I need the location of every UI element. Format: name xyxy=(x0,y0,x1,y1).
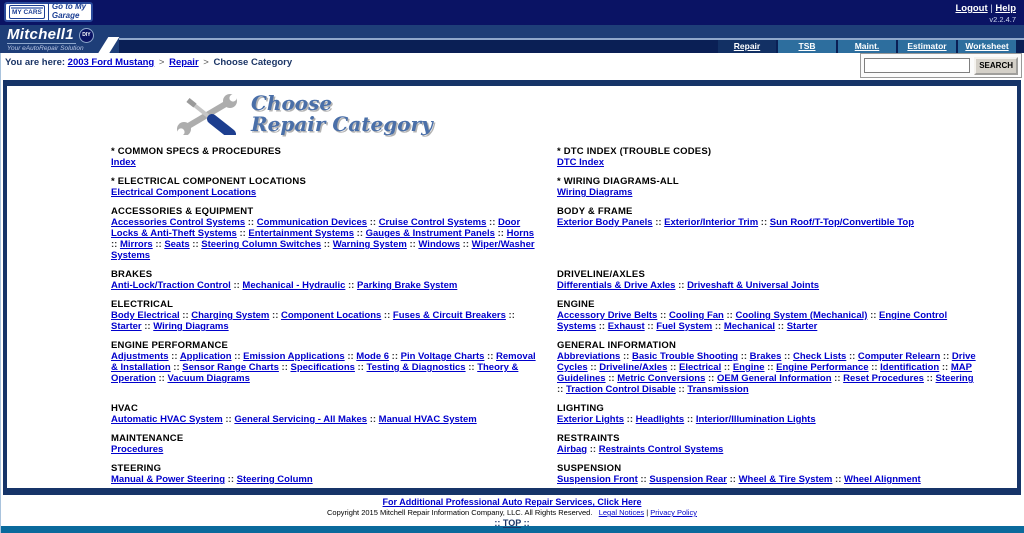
additional-services-link[interactable]: For Additional Professional Auto Repair Services, Click Here xyxy=(382,497,642,507)
category-links xyxy=(557,157,977,168)
link-separator: :: xyxy=(675,280,688,291)
category-heading: HVAC xyxy=(111,403,139,414)
privacy-policy-link[interactable]: Privacy Policy xyxy=(650,508,697,517)
tab-maint[interactable]: Maint. xyxy=(838,40,896,53)
link-separator: :: xyxy=(596,321,608,332)
link-separator: :: xyxy=(781,351,793,362)
category-link[interactable]: Adjustments xyxy=(111,351,169,362)
category-heading: RESTRAINTS xyxy=(557,433,620,444)
category-cell xyxy=(557,269,977,291)
breadcrumb-vehicle-link[interactable]: 2003 Ford Mustang xyxy=(67,57,155,68)
category-link[interactable]: Automatic HVAC System xyxy=(111,414,223,425)
garage-button-label: Go to My Garage xyxy=(48,3,88,21)
category-heading: SUSPENSION xyxy=(557,463,622,474)
search-button[interactable]: SEARCH xyxy=(974,57,1018,75)
session-links xyxy=(955,3,1016,24)
category-link[interactable]: Starter xyxy=(786,321,818,332)
category-heading: ELECTRICAL xyxy=(111,299,174,310)
category-links xyxy=(557,474,977,485)
footer-links-divider: | xyxy=(646,508,649,517)
category-cell xyxy=(557,146,977,168)
category-link[interactable]: Cooling Fan xyxy=(668,310,724,321)
breadcrumb-label: You are here: xyxy=(5,57,66,68)
category-link[interactable]: Suspension Front xyxy=(557,474,638,485)
category-links xyxy=(111,187,536,198)
main-content xyxy=(3,80,1021,495)
category-link[interactable]: Suspension Rear xyxy=(649,474,727,485)
category-cell xyxy=(111,146,536,168)
page-title-block xyxy=(175,92,1017,136)
link-separator: :: xyxy=(155,373,168,384)
link-separator: :: xyxy=(278,362,291,373)
link-separator: :: xyxy=(637,474,650,485)
category-link[interactable]: Fuel System xyxy=(656,321,713,332)
link-separator: :: xyxy=(189,239,202,250)
link-separator: :: xyxy=(775,321,787,332)
link-separator: :: xyxy=(460,239,472,250)
category-link[interactable]: Reset Procedures xyxy=(843,373,924,384)
tab-tsb[interactable]: TSB xyxy=(778,40,836,53)
link-separator: :: xyxy=(667,362,679,373)
breadcrumb-current: Choose Category xyxy=(213,57,293,68)
category-link[interactable]: Procedures xyxy=(111,444,164,455)
category-link[interactable]: Differentials & Drive Axles xyxy=(557,280,676,291)
link-separator: :: xyxy=(758,217,770,228)
category-link[interactable]: Parking Brake System xyxy=(356,280,458,291)
category-link[interactable]: Engine xyxy=(732,362,765,373)
link-separator: :: xyxy=(111,239,120,250)
link-separator: :: xyxy=(381,310,393,321)
link-separator: :: xyxy=(484,351,497,362)
link-separator: :: xyxy=(939,362,951,373)
link-separator: :: xyxy=(245,217,257,228)
link-separator: :: xyxy=(620,351,632,362)
category-cell xyxy=(111,340,536,395)
category-link[interactable]: Mode 6 xyxy=(356,351,390,362)
category-heading: * COMMON SPECS & PROCEDURES xyxy=(111,146,282,157)
category-link[interactable]: Wiring Diagrams xyxy=(557,187,633,198)
category-link[interactable]: Entertainment Systems xyxy=(248,228,355,239)
copyright-text: Copyright 2015 Mitchell Repair Information Company, LLC. All Rights Reserved. xyxy=(327,508,593,517)
category-heading: * WIRING DIAGRAMS-ALL xyxy=(557,176,679,187)
link-separator: :: xyxy=(644,321,657,332)
category-links xyxy=(111,310,536,332)
link-separator: :: xyxy=(141,321,154,332)
link-separator: :: xyxy=(389,351,401,362)
category-heading: * ELECTRICAL COMPONENT LOCATIONS xyxy=(111,176,306,187)
category-link[interactable]: Seats xyxy=(164,239,190,250)
category-link[interactable]: Exhaust xyxy=(607,321,645,332)
category-link[interactable]: General Servicing - All Makes xyxy=(234,414,368,425)
category-link[interactable]: Communication Devices xyxy=(256,217,368,228)
link-separator: :: xyxy=(345,280,357,291)
link-separator: :: xyxy=(367,414,379,425)
legal-notices-link[interactable]: Legal Notices xyxy=(598,508,645,517)
link-separator: :: xyxy=(846,351,858,362)
category-link[interactable]: Driveline/Axles xyxy=(599,362,668,373)
category-link[interactable]: Mechanical - Hydraulic xyxy=(242,280,346,291)
category-link[interactable]: Metric Conversions xyxy=(617,373,706,384)
category-link[interactable]: Interior/Illumination Lights xyxy=(695,414,816,425)
category-link[interactable]: Door Locks & Anti-Theft Systems xyxy=(111,217,521,239)
category-link[interactable]: Driveshaft & Universal Joints xyxy=(687,280,820,291)
link-separator: :: xyxy=(225,474,237,485)
tab-worksheet[interactable]: Worksheet xyxy=(958,40,1016,53)
category-link[interactable]: Theory & Operation xyxy=(111,362,519,384)
tab-estimator[interactable]: Estimator xyxy=(898,40,956,53)
category-heading: MAINTENANCE xyxy=(111,433,184,444)
category-link[interactable]: Exterior/Interior Trim xyxy=(664,217,759,228)
link-separator: :: xyxy=(557,384,566,395)
footer xyxy=(0,495,1024,526)
category-link[interactable]: Engine Control Systems xyxy=(557,310,948,332)
category-link[interactable]: Cruise Control Systems xyxy=(378,217,487,228)
link-separator: :: xyxy=(587,362,600,373)
category-link[interactable]: Emission Applications xyxy=(243,351,345,362)
category-links xyxy=(111,351,536,384)
category-link[interactable]: Vacuum Diagrams xyxy=(167,373,250,384)
window-edge-line xyxy=(0,53,1,533)
link-separator: :: xyxy=(867,310,880,321)
tab-strip xyxy=(119,38,1024,53)
link-separator: :: xyxy=(705,373,717,384)
page-title: Choose Repair Category xyxy=(251,91,433,136)
link-separator: :: xyxy=(940,351,952,362)
version-label: v2.2.4.7 xyxy=(989,15,1016,24)
link-separator: :: xyxy=(684,414,696,425)
category-link[interactable]: Accessories Control Systems xyxy=(111,217,246,228)
category-link[interactable]: Brakes xyxy=(749,351,782,362)
category-heading: ENGINE xyxy=(557,299,595,310)
category-link[interactable]: Wheel & Tire System xyxy=(738,474,833,485)
link-separator: :: xyxy=(726,474,739,485)
link-separator: :: xyxy=(170,362,183,373)
link-separator: :: xyxy=(657,310,669,321)
link-separator: :: xyxy=(675,384,688,395)
link-separator: :: xyxy=(494,228,507,239)
category-cell xyxy=(557,340,977,395)
category-cell xyxy=(557,176,977,198)
category-heading: LIGHTING xyxy=(557,403,604,414)
category-link[interactable]: Restraints Control Systems xyxy=(598,444,724,455)
category-links xyxy=(557,310,977,332)
category-link[interactable]: Index xyxy=(111,157,136,168)
category-link[interactable]: Anti-Lock/Traction Control xyxy=(111,280,231,291)
category-link[interactable]: Sun Roof/T-Top/Convertible Top xyxy=(769,217,915,228)
category-heading: ENGINE PERFORMANCE xyxy=(111,340,229,351)
category-link[interactable]: Mirrors xyxy=(119,239,153,250)
logo-wordmark: Mitchell1 xyxy=(7,26,74,43)
category-link[interactable]: Airbag xyxy=(557,444,588,455)
category-link[interactable]: Windows xyxy=(418,239,461,250)
category-link[interactable]: Body Electrical xyxy=(111,310,180,321)
category-link[interactable]: OEM General Information xyxy=(716,373,832,384)
diy-badge-icon: DIY xyxy=(79,28,94,43)
link-separator: :: xyxy=(923,373,936,384)
link-separator: :: xyxy=(367,217,379,228)
category-heading: STEERING xyxy=(111,463,162,474)
category-link[interactable]: Testing & Diagnostics xyxy=(366,362,466,373)
category-link[interactable]: Engine Performance xyxy=(776,362,869,373)
link-separator: :: xyxy=(587,444,599,455)
link-separator: :: xyxy=(505,310,515,321)
category-link[interactable]: Manual HVAC System xyxy=(378,414,477,425)
category-grid xyxy=(7,138,1017,495)
logo-tagline: Your eAutoRepair Solution xyxy=(7,45,84,52)
category-link[interactable]: Charging System xyxy=(191,310,270,321)
link-separator: :: xyxy=(624,414,636,425)
category-link[interactable]: Identification xyxy=(880,362,940,373)
tab-strip-slash xyxy=(98,37,120,54)
category-cell xyxy=(111,463,536,485)
category-heading: GENERAL INFORMATION xyxy=(557,340,677,351)
category-cell xyxy=(111,176,536,198)
category-link[interactable]: Warning System xyxy=(332,239,407,250)
category-link[interactable]: Component Locations xyxy=(281,310,382,321)
search-input[interactable] xyxy=(864,58,970,73)
breadcrumb-repair-link[interactable]: Repair xyxy=(169,57,199,68)
category-link[interactable]: Electrical Component Locations xyxy=(111,187,257,198)
category-cell xyxy=(557,433,977,455)
category-cell xyxy=(111,206,536,261)
link-separator: :: xyxy=(230,280,243,291)
category-link[interactable]: Check Lists xyxy=(792,351,847,362)
help-link[interactable]: Help xyxy=(995,3,1016,14)
category-link[interactable]: Transmission xyxy=(687,384,749,395)
link-separator: :: xyxy=(723,310,736,321)
category-links xyxy=(557,414,977,425)
category-links xyxy=(111,414,536,425)
link-separator: :: xyxy=(152,239,165,250)
link-separator: :: xyxy=(269,310,281,321)
category-link[interactable]: DTC Index xyxy=(557,157,604,168)
category-links xyxy=(557,217,977,228)
category-link[interactable]: Accessory Drive Belts xyxy=(557,310,658,321)
category-link[interactable]: Wiring Diagrams xyxy=(153,321,229,332)
breadcrumb-separator: > xyxy=(203,57,209,68)
link-separator: :: xyxy=(168,351,180,362)
breadcrumb-separator: > xyxy=(158,57,165,68)
category-links xyxy=(111,157,536,168)
category-link[interactable]: Abbreviations xyxy=(557,351,621,362)
category-link[interactable]: Steering Column Switches xyxy=(201,239,322,250)
category-link[interactable]: Computer Relearn xyxy=(857,351,941,362)
category-link[interactable]: Pin Voltage Charts xyxy=(400,351,485,362)
top-prefix: :: xyxy=(494,518,503,528)
link-separator: :: xyxy=(721,362,733,373)
category-link[interactable]: Exterior Body Panels xyxy=(557,217,653,228)
category-link[interactable]: Headlights xyxy=(635,414,685,425)
category-cell xyxy=(111,269,536,291)
category-link[interactable]: Starter xyxy=(111,321,142,332)
category-cell xyxy=(111,403,536,425)
tab-repair[interactable]: Repair xyxy=(718,40,776,53)
link-separator: :: xyxy=(179,310,192,321)
link-separator: :: xyxy=(831,373,844,384)
category-link[interactable]: Mechanical xyxy=(723,321,776,332)
category-cell xyxy=(557,206,977,261)
category-link[interactable]: Gauges & Instrument Panels xyxy=(365,228,495,239)
go-to-my-garage-button[interactable] xyxy=(4,2,93,22)
category-heading: BRAKES xyxy=(111,269,153,280)
category-link[interactable]: Electrical xyxy=(678,362,722,373)
link-separator: :: xyxy=(222,414,235,425)
category-link[interactable]: Wheel Alignment xyxy=(844,474,921,485)
tab-bar xyxy=(718,40,1016,53)
category-links xyxy=(557,351,977,395)
link-separator: :: xyxy=(321,239,333,250)
category-links xyxy=(111,444,536,455)
subheader xyxy=(0,53,1024,80)
link-separator: :: xyxy=(486,217,498,228)
category-links xyxy=(557,444,977,455)
category-link[interactable]: Exterior Lights xyxy=(557,414,625,425)
link-separator: :: xyxy=(738,351,750,362)
category-link[interactable]: Steering Column xyxy=(236,474,313,485)
category-links xyxy=(557,280,977,291)
license-plate-icon: MY CARS xyxy=(9,5,45,19)
crossed-tools-icon xyxy=(175,93,239,135)
category-link[interactable]: Wiper/Washer Systems xyxy=(111,239,535,261)
link-separator: :: xyxy=(344,351,357,362)
category-link[interactable]: Drive Cycles xyxy=(557,351,976,373)
category-link[interactable]: Application xyxy=(179,351,232,362)
link-separator: :: xyxy=(465,362,478,373)
link-separator: :: xyxy=(236,228,249,239)
category-link[interactable]: Removal & Installation xyxy=(111,351,536,373)
category-links xyxy=(111,217,536,261)
link-separator: :: xyxy=(406,239,419,250)
category-link[interactable]: Specifications xyxy=(290,362,355,373)
session-divider: | xyxy=(987,3,996,14)
category-cell xyxy=(557,299,977,332)
mitchell1-logo xyxy=(7,26,94,52)
category-link[interactable]: Sensor Range Charts xyxy=(182,362,279,373)
category-heading: DRIVELINE/AXLES xyxy=(557,269,645,280)
category-link[interactable]: Traction Control Disable xyxy=(565,384,676,395)
category-links xyxy=(557,187,977,198)
breadcrumb xyxy=(5,57,292,68)
category-links xyxy=(111,280,536,291)
link-separator: :: xyxy=(712,321,724,332)
top-suffix: :: xyxy=(521,518,530,528)
back-to-top-link[interactable]: TOP xyxy=(502,518,522,528)
link-separator: :: xyxy=(231,351,244,362)
category-cell xyxy=(557,403,977,425)
category-link[interactable]: Fuses & Circuit Breakers xyxy=(392,310,506,321)
category-heading: ACCESSORIES & EQUIPMENT xyxy=(111,206,254,217)
link-separator: :: xyxy=(764,362,777,373)
category-cell xyxy=(111,433,536,455)
category-link[interactable]: Basic Trouble Shooting xyxy=(631,351,739,362)
category-cell xyxy=(557,463,977,485)
logout-link[interactable]: Logout xyxy=(955,3,988,14)
search-panel xyxy=(860,53,1022,78)
top-bar xyxy=(0,0,1024,25)
link-separator: :: xyxy=(868,362,881,373)
category-link[interactable]: Cooling System (Mechanical) xyxy=(735,310,868,321)
category-cell xyxy=(111,299,536,332)
link-separator: :: xyxy=(652,217,665,228)
category-links xyxy=(111,474,536,485)
link-separator: :: xyxy=(832,474,844,485)
category-link[interactable]: Steering xyxy=(935,373,974,384)
category-link[interactable]: Manual & Power Steering xyxy=(111,474,226,485)
category-heading: * DTC INDEX (TROUBLE CODES) xyxy=(557,146,712,157)
category-link[interactable]: Horns xyxy=(506,228,535,239)
link-separator: :: xyxy=(354,362,367,373)
category-link[interactable]: MAP Guidelines xyxy=(557,362,972,384)
brand-band xyxy=(0,25,1024,53)
link-separator: :: xyxy=(605,373,618,384)
category-heading: BODY & FRAME xyxy=(557,206,633,217)
link-separator: :: xyxy=(354,228,366,239)
